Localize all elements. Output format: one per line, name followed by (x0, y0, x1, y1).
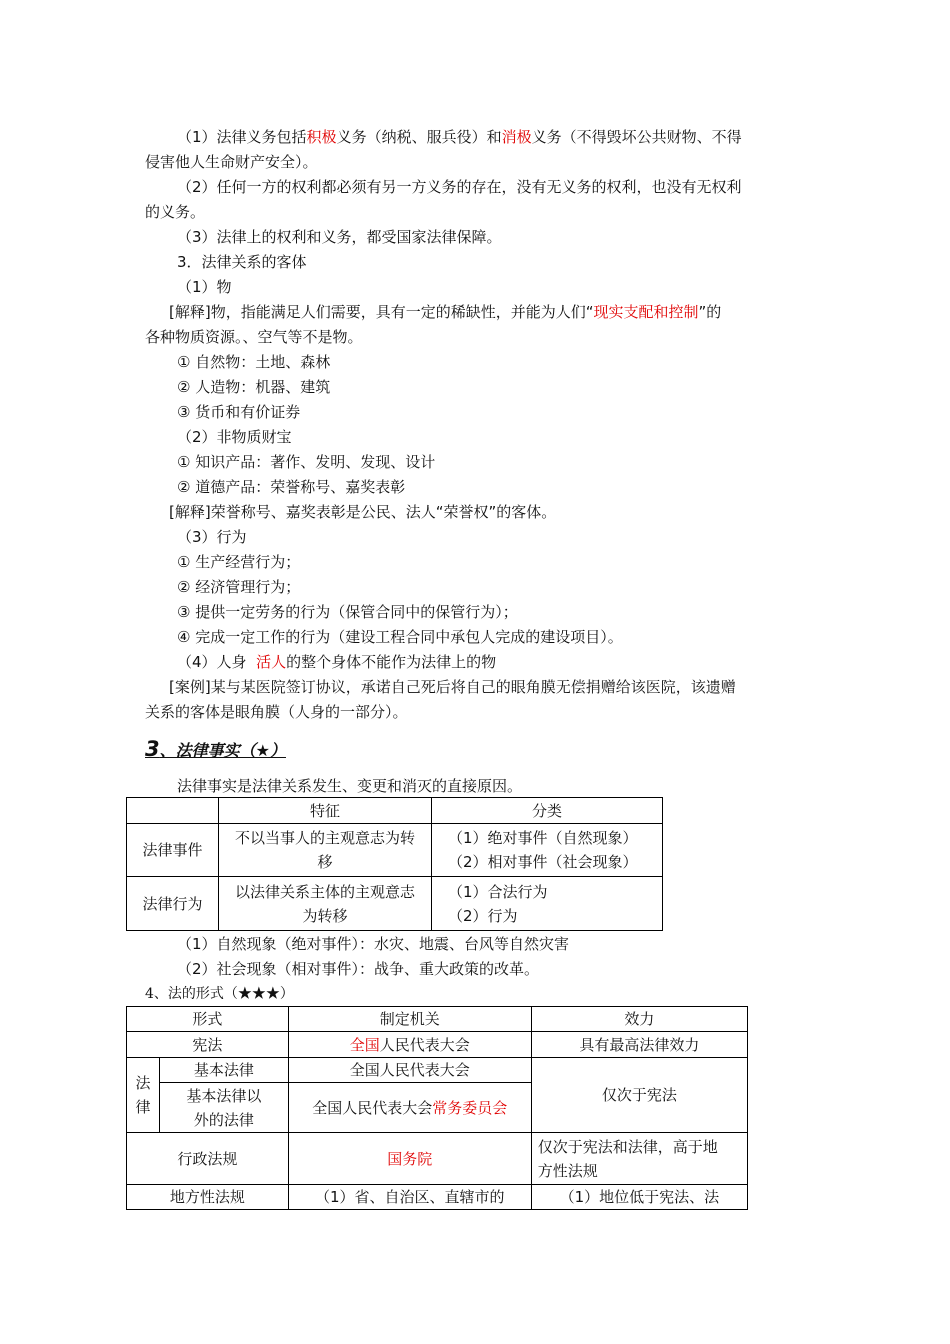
highlight-standing-committee: 常务委员会 (432, 1098, 508, 1117)
text-run: ”的 (698, 303, 722, 321)
list-item: ③ 提供一定劳务的行为（保管合同中的保管行为）； (177, 603, 518, 621)
table-header-cell: 分类 (432, 798, 663, 824)
text-run: 义务（纳税、服兵役）和 (336, 128, 502, 146)
table-cell-law-group (127, 1058, 160, 1133)
highlight-national: 全国 (349, 1035, 380, 1054)
table-header-cell: 特征 (219, 798, 432, 824)
paragraph-line: 的义务。 (145, 203, 206, 221)
cell-line: 外的法律 (193, 1110, 254, 1129)
paragraph-line: （1）自然现象（绝对事件）：水灾、地震、台风等自然灾害 (177, 935, 570, 953)
table-row (127, 1133, 748, 1185)
cell-line: 律 (135, 1098, 151, 1116)
section-heading-forms-of-law: 4、法的形式（★★★） (145, 986, 294, 1002)
table-row (127, 1185, 748, 1210)
table-cell (219, 824, 432, 877)
highlight-negative: 消极 (501, 128, 532, 146)
table-row (127, 1032, 748, 1058)
table-header-row (127, 1007, 748, 1032)
table-row (127, 824, 663, 877)
table-row (127, 877, 663, 931)
cell-line: （2）行为 (448, 906, 518, 925)
legal-facts-table (126, 797, 663, 931)
paragraph-line: 法律事实是法律关系发生、变更和消灭的直接原因。 (177, 777, 523, 795)
list-item: ④ 完成一定工作的行为（建设工程合同中承包人完成的建设项目）。 (177, 628, 623, 646)
cell-line: 法 (135, 1074, 151, 1092)
explanation-line (169, 302, 721, 322)
table-cell: 全国人民代表大会 (288, 1058, 531, 1083)
case-line: [案例]某与某医院签订协议，承诺自己死后将自己的眼角膜无偿捐赠给该医院，该遗赠 (169, 678, 736, 696)
table-header-cell: 形式 (127, 1007, 289, 1032)
list-item: ① 知识产品：著作、发明、发现、设计 (177, 453, 436, 471)
highlight-control: 现实支配和控制 (593, 303, 699, 321)
table-cell: 行政法规 (127, 1133, 289, 1185)
table-cell: 地方性法规 (127, 1185, 289, 1210)
paragraph-line: 侵害他人生命财产安全）。 (145, 153, 318, 171)
table-cell: 国务院 (288, 1133, 531, 1185)
table-cell: 宪法 (127, 1032, 289, 1058)
table-cell (531, 1133, 747, 1185)
table-cell: （1）地位低于宪法、法 (531, 1185, 747, 1210)
list-item: ① 生产经营行为； (177, 553, 301, 571)
text-run: （1）法律义务包括 (177, 128, 307, 146)
table-cell: 仅次于宪法 (531, 1058, 747, 1133)
explanation-line: [解释]荣誉称号、嘉奖表彰是公民、法人“荣誉权”的客体。 (169, 503, 557, 521)
list-item: ② 人造物：机器、建筑 (177, 378, 331, 396)
cell-line: 仅次于宪法和法律，高于地 (537, 1137, 718, 1156)
paragraph-line: （2）非物质财宝 (177, 428, 292, 446)
cell-line: （1）合法行为 (448, 882, 548, 901)
text-run: （4）人身 (177, 653, 257, 671)
table-header-cell: 效力 (531, 1007, 747, 1032)
cell-line: 以法律关系主体的主观意志 (234, 882, 415, 901)
paragraph-line: 关系的客体是眼角膜（人身的一部分）。 (145, 703, 408, 721)
paragraph-line: （2）社会现象（相对事件）：战争、重大政策的改革。 (177, 960, 540, 978)
table-cell: 法律行为 (127, 877, 219, 931)
cell-line: （1）绝对事件（自然现象） (448, 829, 638, 847)
table-row (127, 1058, 748, 1083)
text-run: 的整个身体不能作为法律上的物 (286, 653, 497, 671)
paragraph-obligation-types (177, 127, 742, 147)
cell-line: （2）相对事件（社会现象） (448, 853, 638, 871)
paragraph-line: （3）法律上的权利和义务，都受国家法律保障。 (177, 228, 502, 246)
table-cell (432, 877, 663, 931)
table-cell: 具有最高法律效力 (531, 1032, 747, 1058)
cell-line: 方性法规 (537, 1161, 598, 1180)
heading-number: 3 (145, 737, 160, 761)
text-run: 义务（不得毁坏公共财物、不得 (531, 128, 742, 146)
cell-line: 基本法律以 (186, 1086, 262, 1105)
table-cell (432, 824, 663, 877)
table-cell: 法律事件 (127, 824, 219, 877)
table-cell: （1）省、自治区、直辖市的 (288, 1185, 531, 1210)
heading-text: 、法律事实（★） (159, 741, 286, 760)
table-header-row (127, 798, 663, 824)
paragraph-line: （3）行为 (177, 528, 247, 546)
paragraph-line: （2）任何一方的权利都必须有另一方义务的存在，没有无义务的权利，也没有无权利 (177, 178, 742, 196)
paragraph-person (177, 652, 496, 672)
table-header-cell: 制定机关 (288, 1007, 531, 1032)
table-cell (160, 1083, 289, 1133)
paragraph-line: 各种物质资源。、空气等不是物。 (145, 328, 363, 346)
table-cell (219, 877, 432, 931)
list-item: ② 经济管理行为； (177, 578, 301, 596)
highlight-living-person: 活人 (256, 653, 287, 671)
cell-line: 不以当事人的主观意志为转 (234, 829, 415, 847)
table-cell (288, 1032, 531, 1058)
list-item: ② 道德产品：荣誉称号、嘉奖表彰 (177, 478, 406, 496)
forms-of-law-table (126, 1006, 748, 1210)
text-run: 人民代表大会 (379, 1035, 470, 1054)
cell-line: 为转移 (302, 906, 348, 925)
section-heading-legal-facts (145, 737, 286, 761)
subheading-object: 3．法律关系的客体 (177, 253, 307, 271)
paragraph-line: （1）物 (177, 278, 232, 296)
list-item: ① 自然物：土地、森林 (177, 353, 331, 371)
text-run: 全国人民代表大会 (312, 1098, 433, 1117)
cell-line: 移 (317, 853, 333, 871)
table-cell (288, 1083, 531, 1133)
table-cell: 基本法律 (160, 1058, 289, 1083)
text-run: [解释]物，指能满足人们需要，具有一定的稀缺性，并能为人们“ (169, 303, 594, 321)
highlight-positive: 积极 (306, 128, 337, 146)
table-header-cell (127, 798, 219, 824)
list-item: ③ 货币和有价证券 (177, 403, 301, 421)
